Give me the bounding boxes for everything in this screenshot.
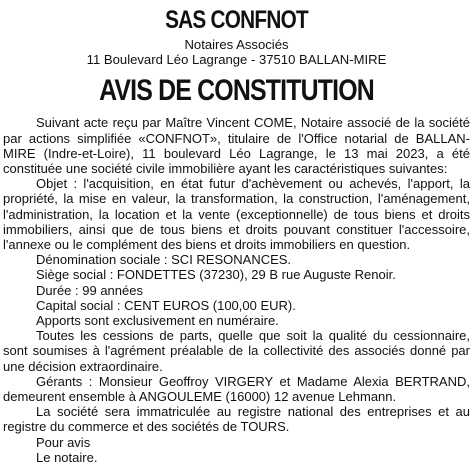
closing-line: Pour avis: [36, 434, 91, 450]
capital-line: Capital social : CENT EUROS (100,00 EUR).: [36, 297, 296, 313]
firm-type: Notaires Associés: [184, 37, 289, 52]
apports-line: Apports sont exclusivement en numéraire.: [36, 313, 279, 329]
cessions-paragraph: Toutes les cessions de parts, quelle que soit la qualité du cessionnaire, sont soumises à l'agrément préalable de la collectivité des associés donné par une décision extraordinaire.: [3, 328, 470, 374]
company-name: SAS CONFNOT: [165, 6, 308, 34]
notice-title: AVIS DE CONSTITUTION: [99, 74, 374, 108]
objet-paragraph: Objet : l'acquisition, en état futur d'achèvement ou achevés, l'apport, la propriété, la mise en valeur, la transformation, la construction, l'aménagement, l'administration, la location et la vente (exceptionnelle) de tous biens et droits immobiliers, ainsi que de tous biens et droits pouvant constituer l'accessoire, l'annexe ou le complément des biens et droits immobiliers en question.: [3, 176, 470, 253]
intro-paragraph: Suivant acte reçu par Maître Vincent COME, Notaire associé de la société par actions simplifiée «CONFNOT», titulaire de l'Office notarial de BALLAN-MIRE (Indre-et-Loire), 11 boulevard Léo Lagrange, le 13 mai 2023, a été constituée une société civile immobilière ayant les caractéristiques suivantes:: [3, 115, 470, 177]
immatriculation-paragraph: La société sera immatriculée au registre national des entreprises et au registre du commerce et des sociétés de TOURS.: [3, 404, 470, 435]
duree-line: Durée : 99 années: [36, 282, 143, 298]
denomination-line: Dénomination sociale : SCI RESONANCES.: [36, 252, 292, 268]
signature-line: Le notaire.: [36, 449, 98, 465]
gerants-paragraph: Gérants : Monsieur Geoffroy VIRGERY et Madame Alexia BERTRAND, demeurent ensemble à ANGOULEME (16000) 12 avenue Lehmann.: [3, 373, 470, 405]
notice-body: [0, 115, 473, 465]
firm-address: 11 Boulevard Léo Lagrange - 37510 BALLAN-MIRE: [86, 52, 387, 68]
siege-line: Siège social : FONDETTES (37230), 29 B rue Auguste Renoir.: [36, 267, 396, 283]
